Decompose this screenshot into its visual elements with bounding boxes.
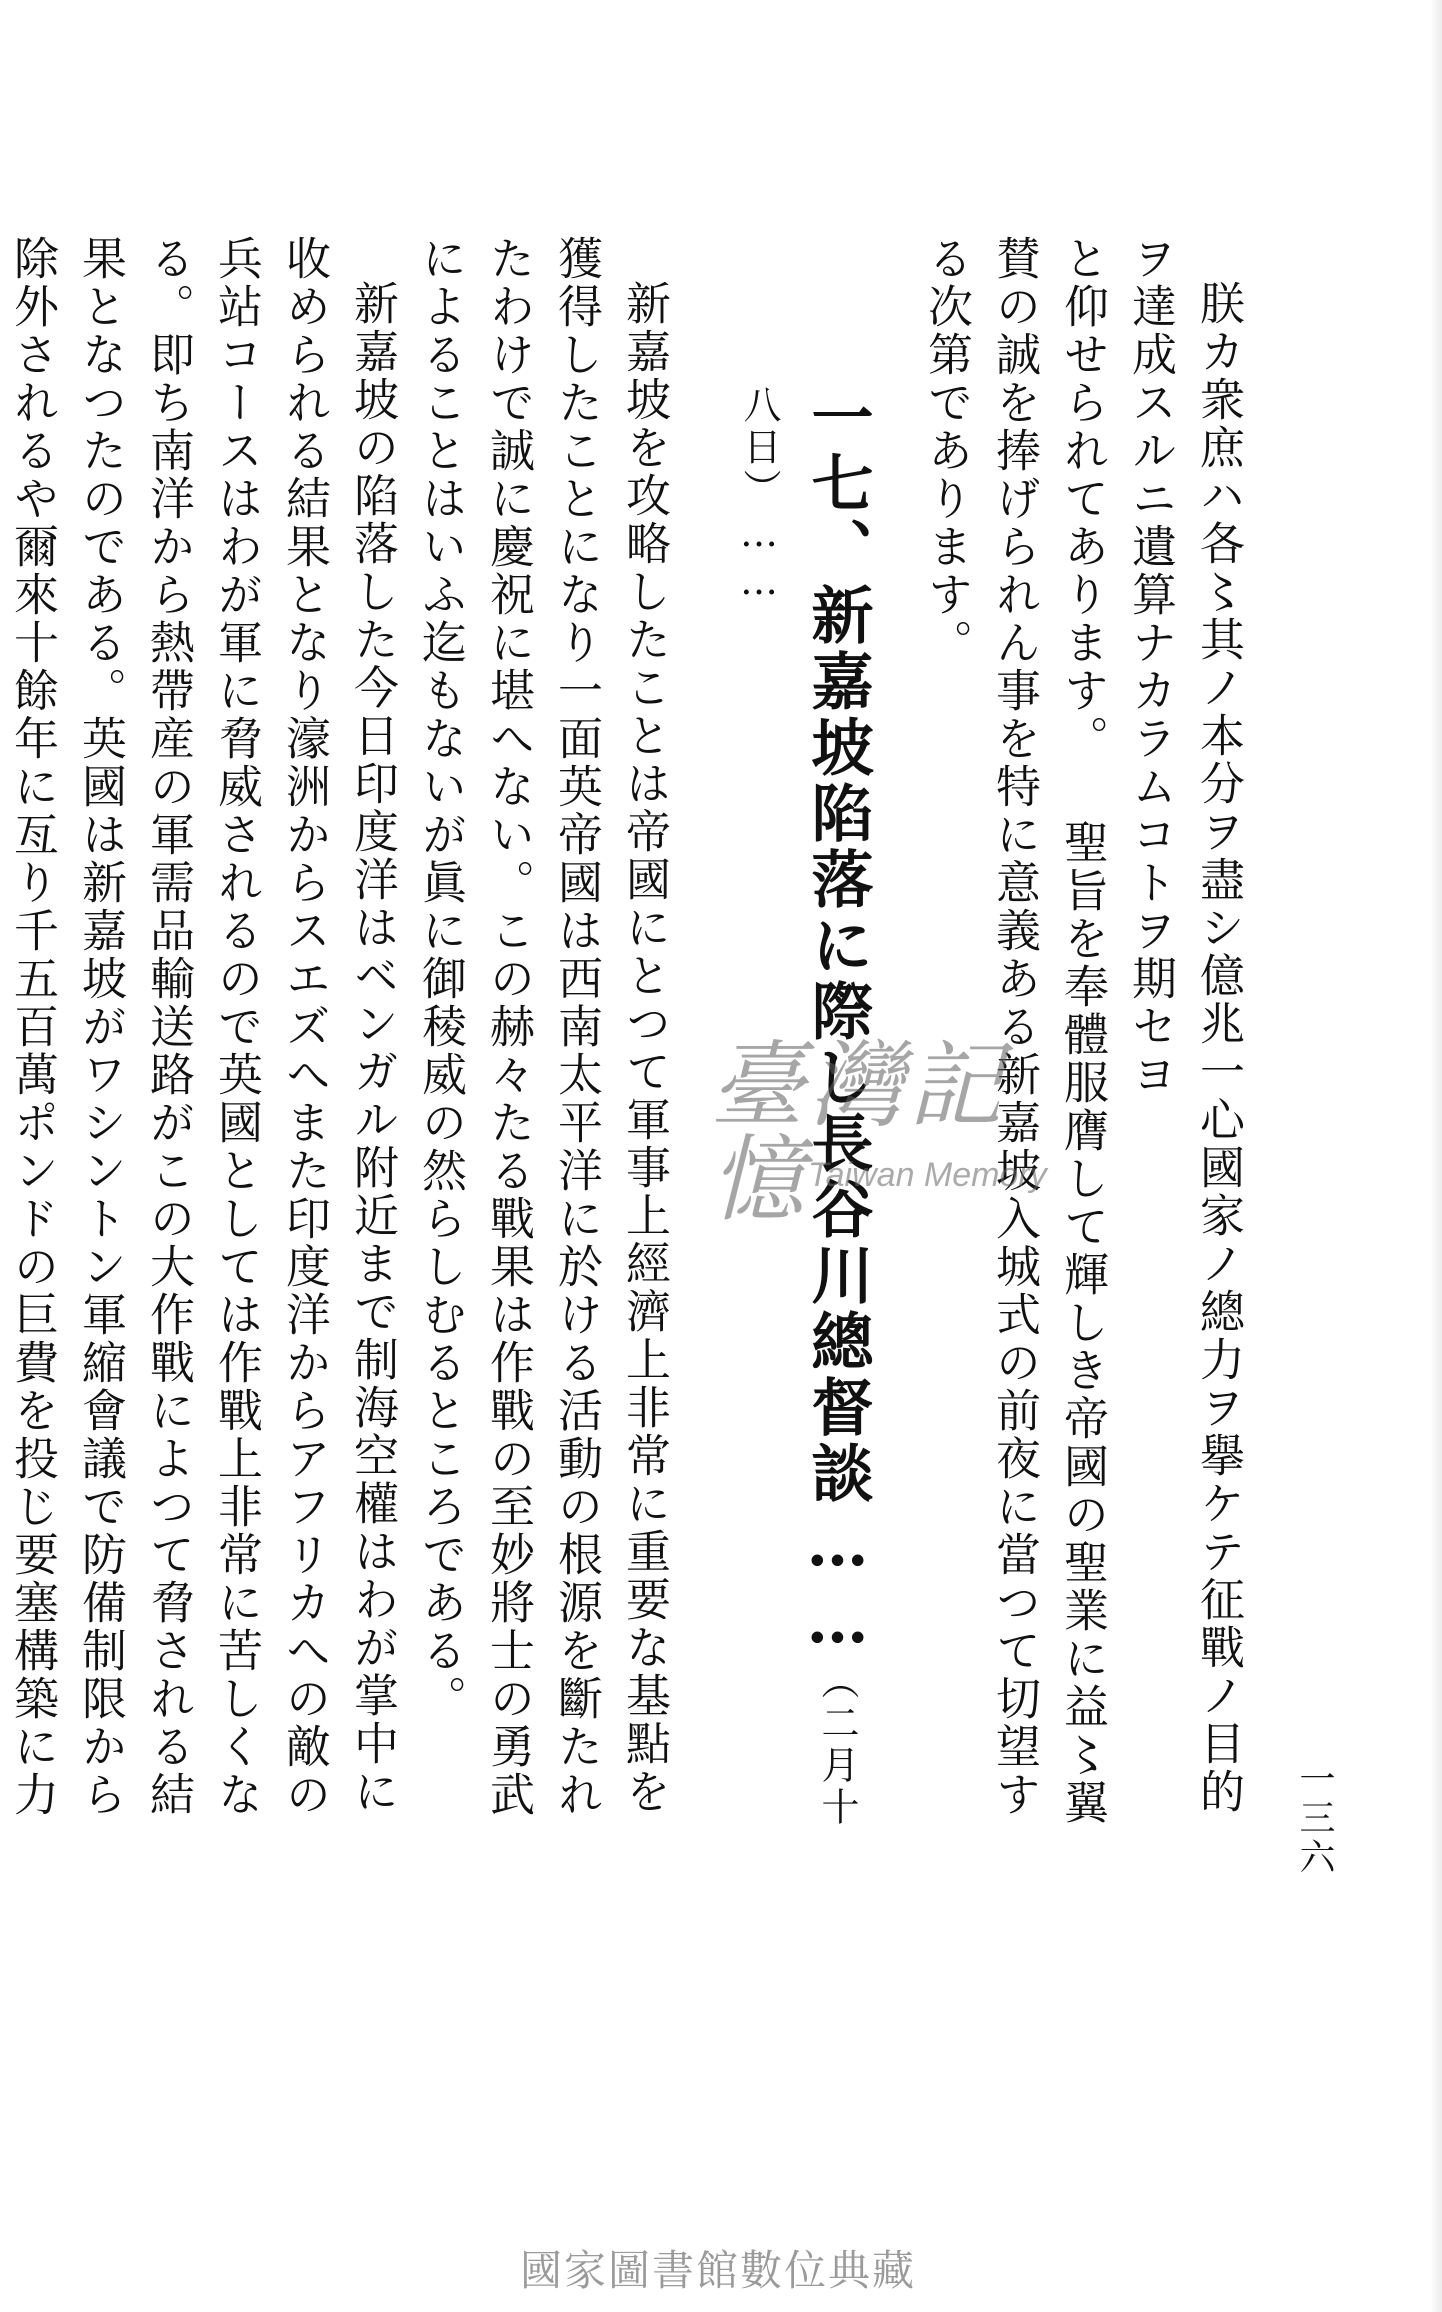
rescript-quote-paragraph: 朕カ衆庶ハ各〻其ノ本分ヲ盡シ億兆一心國家ノ總力ヲ擧ケテ征戰ノ目的ヲ達成スルニ遺算ナカラムコトヲ期セヨ (1124, 235, 1245, 1816)
section-heading-title: 一七、新嘉坡陷落に際し長谷川總督談…… (801, 385, 874, 1661)
intro-closing-paragraph: と仰せられてあります。 聖旨を奉體服膺して輝しき帝國の聖業に益〻翼賛の誠を捧げられん事を特に意義ある新嘉坡入城式の前夜に當つて切望する次第であります。 (920, 235, 1109, 1827)
section-heading-date: （二月十八日）…… (737, 385, 859, 1829)
body-paragraph-1: 新嘉坡を攻略したことは帝國にとつて軍事上經濟上非常に重要な基點を獲得したことになり一面英帝國は西南太平洋に於ける活動の根源を斷たれたわけで誠に慶祝に堪へない。この赫々たる戰果は作戰の至妙將士の勇武によることはいふ迄もないが眞に御稜威の然らしむるところである。 (414, 235, 671, 1819)
watermark-main-text: 臺灣記憶 (710, 1032, 1008, 1235)
footer-caption: 國家圖書館數位典藏 (520, 2246, 917, 2295)
section-heading (720, 235, 876, 1855)
watermark-sub-text: Taiwan Memory (808, 1156, 1047, 1194)
page-number: 一三六 (1294, 1760, 1335, 1877)
body-paragraph-2: 新嘉坡の陷落した今日印度洋はベンガル附近まで制海空權はわが掌中に收められる結果となり濠洲からスエズへまた印度洋からアフリカへの敵の兵站コースはわが軍に脅威されるので英國としては作戰上非常に苦しくなる。即ち南洋から熱帶産の軍需品輸送路がこの大作戰によつて脅される結果となつたのである。英國は新嘉坡がワシントン軍縮會議で防備制限から除外されるや爾來十餘年に亙り千五百萬ポンドの巨費を投じ要塞構築に力 (6, 235, 399, 1819)
scan-edge-shadow (1430, 0, 1442, 2312)
vertical-text-block (0, 235, 1252, 1855)
